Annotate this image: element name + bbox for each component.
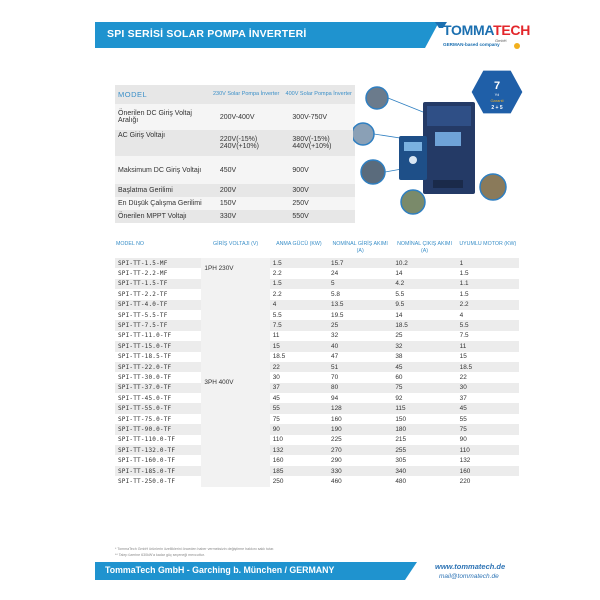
model-table	[115, 240, 519, 487]
table-cell: 11	[457, 341, 519, 351]
table-cell: 1.1	[457, 279, 519, 289]
table-row	[115, 393, 519, 403]
table-cell: 15	[457, 352, 519, 362]
spec-col-model: MODEL	[115, 85, 210, 104]
col-input-voltage: GİRİŞ VOLTAJI (V)	[213, 241, 259, 247]
table-cell: SPI-TT-15.0-TF	[115, 341, 201, 351]
spec-value-400: 300V	[282, 184, 355, 197]
table-cell: 15.7	[328, 258, 392, 268]
table-cell: 115	[392, 403, 456, 413]
table-cell: SPI-TT-1.5-TF	[115, 279, 201, 289]
table-cell: 305	[392, 455, 456, 465]
group-voltage-1ph: 1PH 230V	[201, 258, 269, 279]
table-cell: 5.8	[328, 289, 392, 299]
spec-label: Önerilen MPPT Voltajı	[115, 210, 210, 223]
table-cell: 13.5	[328, 300, 392, 310]
spec-row	[115, 184, 355, 197]
table-cell: SPI-TT-110.0-TF	[115, 435, 201, 445]
spec-row	[115, 197, 355, 210]
table-cell: 250	[270, 476, 328, 486]
table-cell: 340	[392, 466, 456, 476]
table-cell: SPI-TT-185.0-TF	[115, 466, 201, 476]
spec-label: AC Giriş Voltajı	[115, 130, 210, 156]
table-cell: 32	[328, 331, 392, 341]
table-cell: SPI-TT-5.5-TF	[115, 310, 201, 320]
table-cell: 55	[457, 414, 519, 424]
table-cell: 4	[270, 300, 328, 310]
spec-value-400: 900V	[282, 156, 355, 184]
table-cell: 94	[328, 393, 392, 403]
table-cell: 14	[392, 268, 456, 278]
table-cell: 22	[457, 372, 519, 382]
table-cell: 18.5	[457, 362, 519, 372]
logo-main: TOMMA	[443, 22, 494, 38]
table-cell: 160	[457, 466, 519, 476]
table-cell: 75	[270, 414, 328, 424]
badge-unit: Yıl	[494, 92, 500, 97]
table-cell: 9.5	[392, 300, 456, 310]
spec-row	[115, 210, 355, 223]
table-cell: 150	[392, 414, 456, 424]
table-cell: 38	[392, 352, 456, 362]
spec-value-400: 380V(-15%) 440V(+10%)	[282, 130, 355, 156]
table-row	[115, 403, 519, 413]
logo-accent: TECH	[493, 22, 531, 38]
table-row	[115, 362, 519, 372]
footnote-1: * TommaTech GmbH ürünlerin özelliklerini önceden haber vermeksizin değiştirme hakkını saklı tutar.	[115, 547, 275, 551]
tommatech-logo	[433, 18, 531, 52]
table-cell: 1.5	[270, 279, 328, 289]
spec-value-400: 550V	[282, 210, 355, 223]
footer-email-link[interactable]: mail@tommatech.de	[439, 573, 499, 580]
table-row	[115, 258, 519, 268]
footnote-2: ** Talep üzerine 630kW'a kadar güç seçeneği mevcuttur.	[115, 553, 205, 557]
logo-wordmark	[443, 22, 530, 38]
table-cell: SPI-TT-30.0-TF	[115, 372, 201, 382]
spec-label: Önerilen DC Giriş Voltaj Aralığı	[115, 104, 210, 130]
spec-col-230v: 230V Solar Pompa İnverter	[210, 85, 283, 104]
spec-header-row	[115, 85, 355, 104]
callout-circle	[361, 160, 385, 184]
table-cell: SPI-TT-2.2-MF	[115, 268, 201, 278]
table-cell: 110	[270, 435, 328, 445]
table-cell: 55	[270, 403, 328, 413]
table-cell: SPI-TT-7.5-TF	[115, 320, 201, 330]
spec-value-230: 450V	[210, 156, 283, 184]
spec-col-400v: 400V Solar Pompa İnverter	[282, 85, 355, 104]
table-cell: 19.5	[328, 310, 392, 320]
table-cell: 32	[392, 341, 456, 351]
table-row	[115, 320, 519, 330]
table-cell: 290	[328, 455, 392, 465]
table-cell: 2.2	[270, 268, 328, 278]
page-title: SPI SERİSİ SOLAR POMPA İNVERTERİ	[107, 28, 307, 40]
table-cell: SPI-TT-160.0-TF	[115, 455, 201, 465]
table-cell: 92	[392, 393, 456, 403]
col-rated-power: ANMA GÜCÜ (KW)	[276, 241, 322, 247]
table-cell: SPI-TT-1.5-MF	[115, 258, 201, 268]
table-cell: 37	[270, 383, 328, 393]
table-row	[115, 341, 519, 351]
spec-value-230: 330V	[210, 210, 283, 223]
table-row	[115, 435, 519, 445]
table-cell: 2.2	[457, 300, 519, 310]
table-cell: SPI-TT-55.0-TF	[115, 403, 201, 413]
table-cell: 37	[457, 393, 519, 403]
spec-label: Başlatma Gerilimi	[115, 184, 210, 197]
col-output-current: NOMİNAL ÇIKIŞ AKIMI (A)	[397, 241, 452, 254]
table-cell: 15	[270, 341, 328, 351]
logo-gmbh: GmbH	[495, 38, 507, 43]
table-row	[115, 300, 519, 310]
table-row	[115, 455, 519, 465]
table-cell: 5.5	[457, 320, 519, 330]
table-cell: SPI-TT-250.0-TF	[115, 476, 201, 486]
table-cell: SPI-TT-45.0-TF	[115, 393, 201, 403]
callout-circle	[401, 190, 425, 214]
table-cell: 4.2	[392, 279, 456, 289]
table-cell: SPI-TT-2.2-TF	[115, 289, 201, 299]
table-cell: 30	[457, 383, 519, 393]
table-row	[115, 466, 519, 476]
table-cell: 5.5	[392, 289, 456, 299]
table-cell: 75	[457, 424, 519, 434]
spec-value-230: 200V-400V	[210, 104, 283, 130]
table-cell: 1	[457, 258, 519, 268]
table-row	[115, 279, 519, 289]
table-cell: SPI-TT-132.0-TF	[115, 445, 201, 455]
logo-tagline: GERMAN-based company	[443, 42, 500, 47]
spec-label: Maksimum DC Giriş Voltajı	[115, 156, 210, 184]
table-cell: SPI-TT-4.0-TF	[115, 300, 201, 310]
col-input-current: NOMİNAL GİRİŞ AKIMI (A)	[332, 241, 388, 254]
table-cell: SPI-TT-37.0-TF	[115, 383, 201, 393]
spec-value-230: 150V	[210, 197, 283, 210]
table-cell: 90	[457, 435, 519, 445]
table-cell: SPI-TT-18.5-TF	[115, 352, 201, 362]
table-cell: 215	[392, 435, 456, 445]
table-cell: SPI-TT-75.0-TF	[115, 414, 201, 424]
group-voltage-3ph: 3PH 400V	[201, 279, 269, 487]
table-cell: 330	[328, 466, 392, 476]
col-motor: UYUMLU MOTOR (KW)	[459, 241, 517, 247]
table-row	[115, 352, 519, 362]
table-cell: 75	[392, 383, 456, 393]
spec-label: En Düşük Çalışma Gerilimi	[115, 197, 210, 210]
table-cell: 160	[270, 455, 328, 465]
table-cell: SPI-TT-22.0-TF	[115, 362, 201, 372]
table-cell: SPI-TT-90.0-TF	[115, 424, 201, 434]
spec-row	[115, 130, 355, 156]
table-cell: 45	[392, 362, 456, 372]
table-cell: 25	[392, 331, 456, 341]
table-cell: 30	[270, 372, 328, 382]
table-cell: 128	[328, 403, 392, 413]
table-cell: 480	[392, 476, 456, 486]
table-cell: 190	[328, 424, 392, 434]
table-cell: 5.5	[270, 310, 328, 320]
badge-extra: 2 + 5	[491, 105, 503, 111]
table-cell: SPI-TT-11.0-TF	[115, 331, 201, 341]
table-cell: 460	[328, 476, 392, 486]
model-table-body	[115, 258, 519, 487]
table-row	[115, 331, 519, 341]
table-cell: 220	[457, 476, 519, 486]
table-cell: 1.5	[457, 289, 519, 299]
table-cell: 7.5	[270, 320, 328, 330]
table-cell: 180	[392, 424, 456, 434]
callout-circle	[366, 87, 388, 109]
table-cell: 132	[457, 455, 519, 465]
table-row	[115, 310, 519, 320]
badge-label: Garanti	[490, 98, 504, 103]
table-cell: 22	[270, 362, 328, 372]
footer-website-link[interactable]: www.tommatech.de	[435, 562, 506, 571]
header-banner	[95, 22, 425, 48]
table-row	[115, 445, 519, 455]
col-model-no: MODEL NO	[116, 241, 145, 247]
table-cell: 60	[392, 372, 456, 382]
table-cell: 10.2	[392, 258, 456, 268]
callout-circle	[353, 123, 374, 145]
footer-company: TommaTech GmbH - Garching b. München / GERMANY	[105, 565, 335, 575]
spec-value-230: 220V(-15%) 240V(+10%)	[210, 130, 283, 156]
spec-row	[115, 104, 355, 130]
spec-row	[115, 156, 355, 184]
table-cell: 7.5	[457, 331, 519, 341]
product-image	[353, 62, 525, 237]
table-cell: 51	[328, 362, 392, 372]
table-row	[115, 424, 519, 434]
table-cell: 18.5	[270, 352, 328, 362]
footer-banner	[95, 562, 405, 580]
table-cell: 47	[328, 352, 392, 362]
inverter-illustration	[353, 62, 525, 237]
table-cell: 1.5	[270, 258, 328, 268]
table-cell: 70	[328, 372, 392, 382]
table-row	[115, 289, 519, 299]
table-cell: 4	[457, 310, 519, 320]
spec-value-230: 200V	[210, 184, 283, 197]
spec-value-400: 300V-750V	[282, 104, 355, 130]
callout-circle	[480, 174, 506, 200]
table-cell: 14	[392, 310, 456, 320]
table-cell: 255	[392, 445, 456, 455]
table-cell: 40	[328, 341, 392, 351]
table-cell: 270	[328, 445, 392, 455]
table-row	[115, 476, 519, 486]
table-cell: 5	[328, 279, 392, 289]
table-cell: 132	[270, 445, 328, 455]
model-table-header	[115, 240, 519, 258]
table-cell: 80	[328, 383, 392, 393]
table-cell: 45	[457, 403, 519, 413]
table-cell: 18.5	[392, 320, 456, 330]
table-cell: 11	[270, 331, 328, 341]
spec-value-400: 250V	[282, 197, 355, 210]
table-cell: 185	[270, 466, 328, 476]
table-cell: 45	[270, 393, 328, 403]
table-cell: 1.5	[457, 268, 519, 278]
badge-number: 7	[493, 80, 501, 92]
table-row	[115, 372, 519, 382]
table-cell: 110	[457, 445, 519, 455]
datasheet-page	[95, 0, 531, 600]
table-row	[115, 383, 519, 393]
table-cell: 25	[328, 320, 392, 330]
table-cell: 160	[328, 414, 392, 424]
table-cell: 225	[328, 435, 392, 445]
table-row	[115, 268, 519, 278]
table-cell: 24	[328, 268, 392, 278]
table-cell: 2.2	[270, 289, 328, 299]
table-row	[115, 414, 519, 424]
spec-table	[115, 85, 355, 223]
table-cell: 90	[270, 424, 328, 434]
